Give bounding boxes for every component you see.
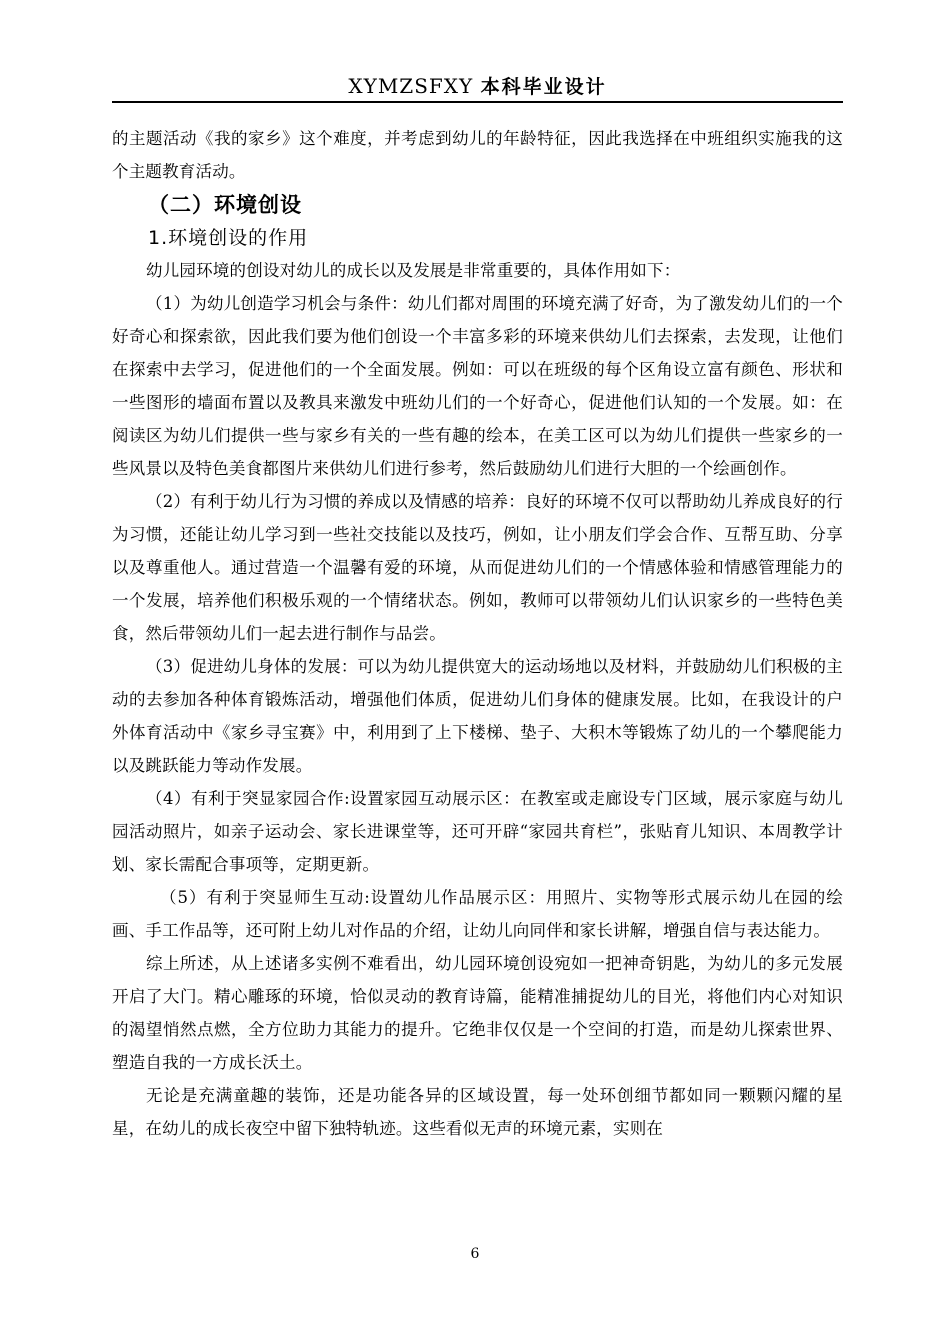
header-chinese-title: 本科毕业设计 [480,76,607,98]
subsection-heading: 1.环境创设的作用 [148,227,309,249]
header-latin-title: XYMZSFXY [348,74,474,98]
list-item-1: （1）为幼儿创造学习机会与条件：幼儿们都对周围的环境充满了好奇，为了激发幼儿们的一个好奇心和探索欲，因此我们要为他们创设一个丰富多彩的环境来供幼儿们去探索，去发现，让他们在探索中去学习，促进他们的一个全面发展。例如：可以在班级的每个区角设立富有颜色、形状和一些图形的墙面布置以及教具来激发中班幼儿们的一个好奇心，促进他们认知的一个发展。如：在阅读区为幼儿们提供一些与家乡有关的一些有趣的绘本，在美工区可以为幼儿们提供一些家乡的一些风景以及特色美食都图片来供幼儿们进行参考，然后鼓励幼儿们进行大胆的一个绘画创作。 [112,294,843,478]
document-body [112,122,843,1145]
section-heading: （二）环境创设 [148,193,302,217]
summary-paragraph-2: 无论是充满童趣的装饰，还是功能各异的区域设置，每一处环创细节都如同一颗颗闪耀的星星，在幼儿的成长夜空中留下独特轨迹。这些看似无声的环境元素，实则在 [112,1086,843,1138]
list-item-3: （3）促进幼儿身体的发展：可以为幼儿提供宽大的运动场地以及材料，并鼓励幼儿们积极的主动的去参加各种体育锻炼活动，增强他们体质，促进幼儿们身体的健康发展。比如，在我设计的户外体育活动中《家乡寻宝赛》中，利用到了上下楼梯、垫子、大积木等锻炼了幼儿的一个攀爬能力以及跳跃能力等动作发展。 [112,657,843,775]
intro-paragraph: 幼儿园环境的创设对幼儿的成长以及发展是非常重要的，具体作用如下： [146,261,681,280]
summary-paragraph-1: 综上所述，从上述诸多实例不难看出，幼儿园环境创设宛如一把神奇钥匙，为幼儿的多元发展开启了大门。精心雕琢的环境，恰似灵动的教育诗篇，能精准捕捉幼儿的目光，将他们内心对知识的渴望悄然点燃，全方位助力其能力的提升。它绝非仅仅是一个空间的打造，而是幼儿探索世界、塑造自我的一方成长沃土。 [112,954,843,1072]
continuation-paragraph: 的主题活动《我的家乡》这个难度，并考虑到幼儿的年龄特征，因此我选择在中班组织实施我的这个主题教育活动。 [112,129,843,181]
list-item-2: （2）有利于幼儿行为习惯的养成以及情感的培养：良好的环境不仅可以帮助幼儿养成良好的行为习惯，还能让幼儿学习到一些社交技能以及技巧，例如，让小朋友们学会合作、互帮互助、分享以及尊重他人。通过营造一个温馨有爱的环境，从而促进幼儿们的一个情感体验和情感管理能力的一个发展，培养他们积极乐观的一个情绪状态。例如，教师可以带领幼儿们认识家乡的一些特色美食，然后带领幼儿们一起去进行制作与品尝。 [112,492,843,643]
header-rule [112,101,843,103]
list-item-5: （5）有利于突显师生互动:设置幼儿作品展示区：用照片、实物等形式展示幼儿在园的绘画、手工作品等，还可附上幼儿对作品的介绍，让幼儿向同伴和家长讲解，增强自信与表达能力。 [112,888,843,940]
page-number: 6 [470,1246,480,1262]
page-header [112,72,843,100]
list-item-4: （4）有利于突显家园合作:设置家园互动展示区：在教室或走廊设专门区域，展示家庭与幼儿园活动照片，如亲子运动会、家长进课堂等，还可开辟“家园共育栏”，张贴育儿知识、本周教学计划、家长需配合事项等，定期更新。 [112,789,843,874]
